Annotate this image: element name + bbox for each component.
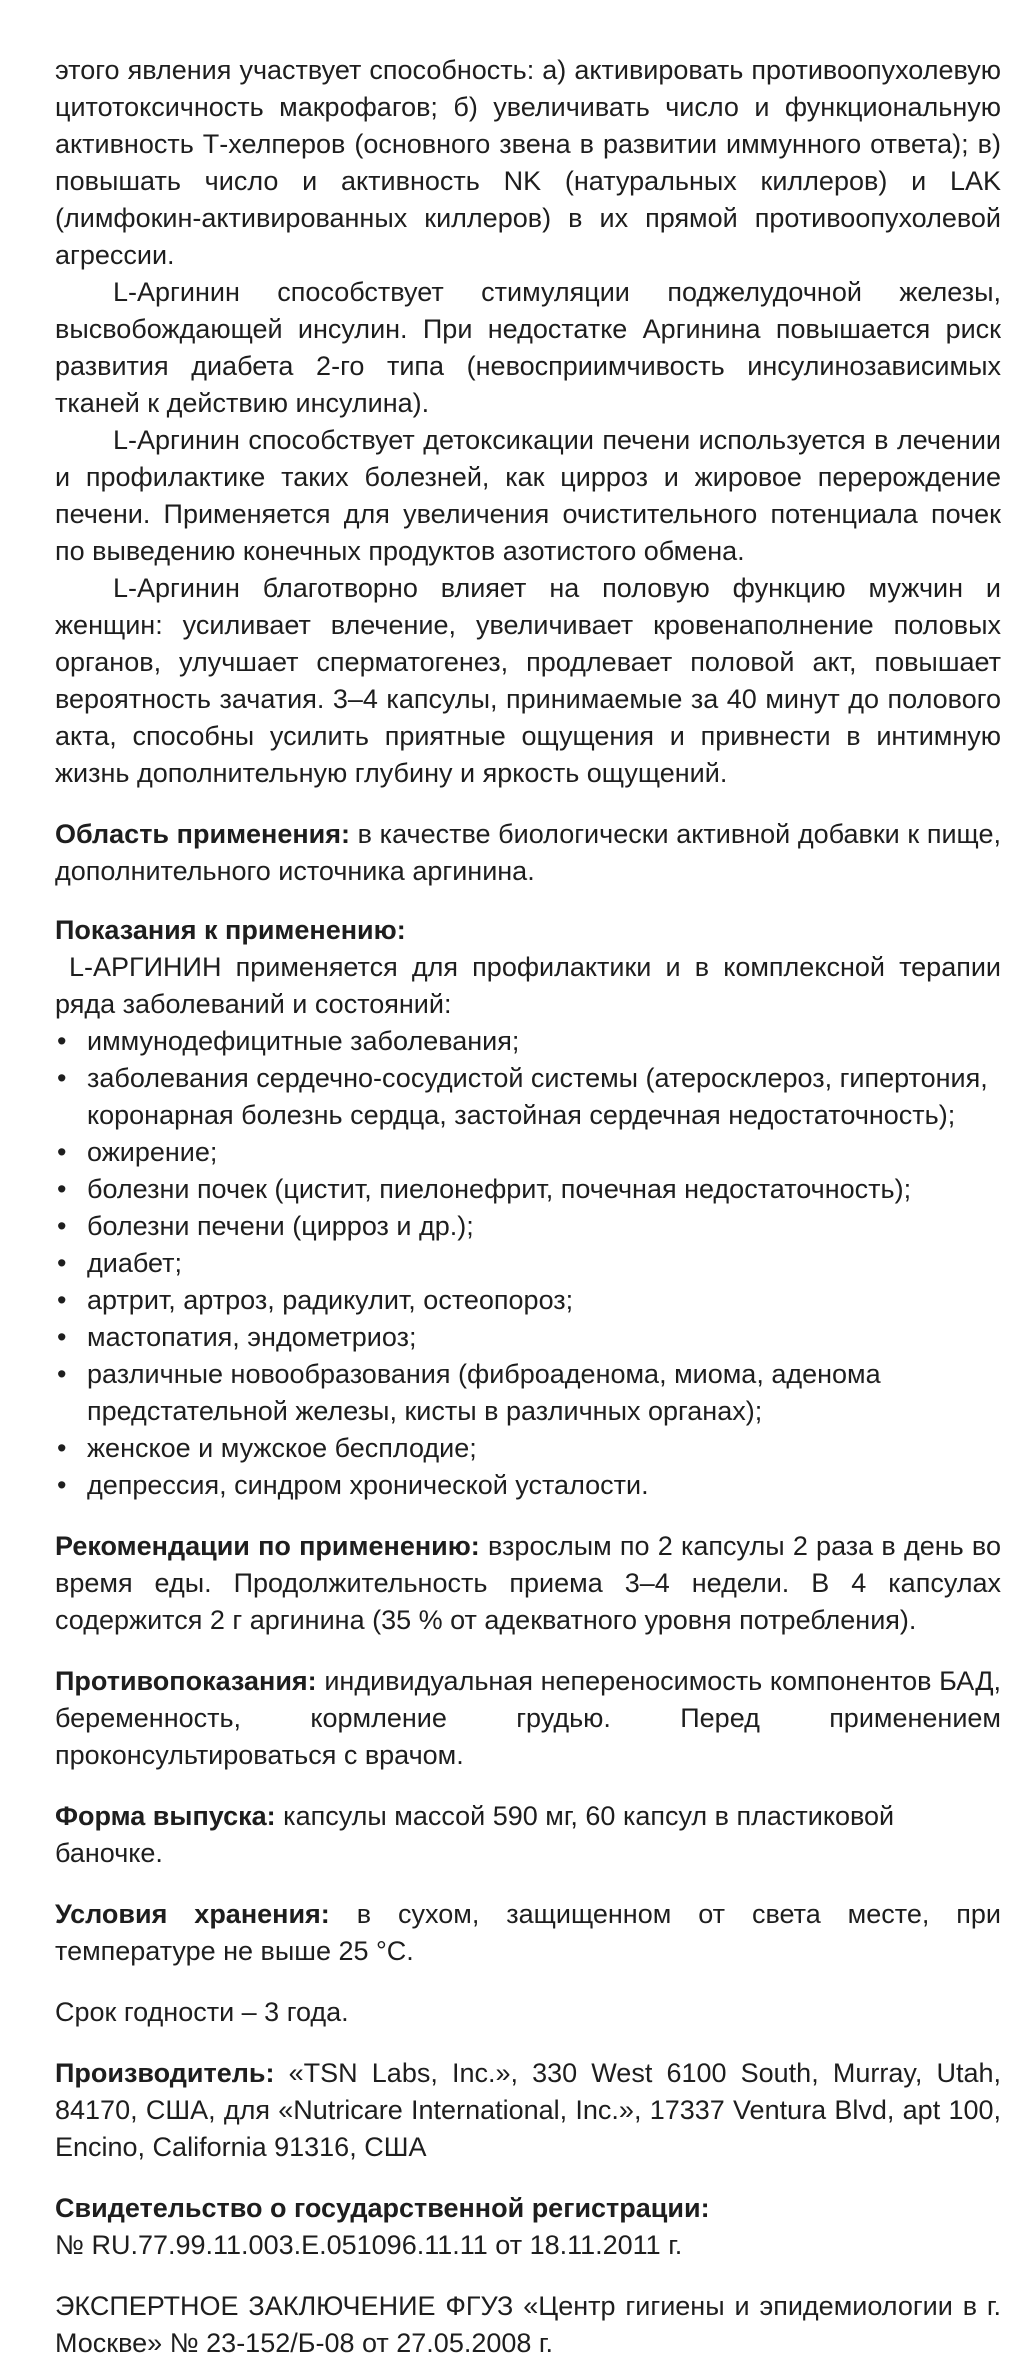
bullet-icon: •: [57, 1248, 67, 1278]
registration-number: № RU.77.99.11.003.Е.051096.11.11 от 18.11.2011 г.: [55, 2230, 683, 2260]
bullet-icon: •: [57, 1063, 67, 1093]
form-section: [55, 1798, 1001, 1872]
list-item: • артрит, артроз, радикулит, остеопороз;: [55, 1282, 1001, 1319]
scope-section: [55, 816, 1001, 890]
storage-text: в сухом, защищенном от света месте, при температуре не выше 25 °С.: [55, 1899, 1001, 1966]
contraindications-label: Противопоказания:: [55, 1666, 317, 1696]
indications-intro: L-АРГИНИН применяется для профилактики и в комплексной терапии ряда заболеваний и состояний:: [55, 952, 1001, 1019]
list-item: • депрессия, синдром хронической усталости.: [55, 1467, 1001, 1504]
bullet-icon: •: [57, 1174, 67, 1204]
intro-paragraph-4: L-Аргинин благотворно влияет на половую функцию мужчин и женщин: усиливает влечение, увеличивает кровенаполнение половых органов, улучшает сперматогенез, продлевает половой акт, повышает вероятность зачатия. 3–4 капсулы, принимаемые за 40 минут до полового акта, способны усилить приятные ощущения и привнести в интимную жизнь дополнительную глубину и яркость ощущений.: [55, 573, 1001, 788]
bullet-icon: •: [57, 1322, 67, 1352]
list-item: • мастопатия, эндометриоз;: [55, 1319, 1001, 1356]
scope-text: в качестве биологически активной добавки к пище, дополнительного источника аргинина.: [55, 819, 1001, 886]
bullet-icon: •: [57, 1359, 67, 1389]
list-item: • болезни печени (цирроз и др.);: [55, 1208, 1001, 1245]
scope-label: Область применения:: [55, 819, 351, 849]
recommendations-label: Рекомендации по применению:: [55, 1531, 480, 1561]
indications-list: [55, 1023, 1001, 1504]
intro-paragraph-2: L-Аргинин способствует стимуляции поджелудочной железы, высвобождающей инсулин. При недостатке Аргинина повышается риск развития диабета 2-го типа (невосприимчивость инсулинозависимых тканей к действию инсулина).: [55, 277, 1001, 418]
list-item: • заболевания сердечно-сосудистой системы (атеросклероз, гипертония, коронарная болезнь сердца, застойная сердечная недостаточность);: [55, 1060, 1001, 1134]
list-item: • ожирение;: [55, 1134, 1001, 1171]
contraindications-text: индивидуальная непереносимость компонентов БАД, беременность, кормление грудью. Перед применением проконсультироваться с врачом.: [55, 1666, 1001, 1770]
registration-label: Свидетельство о государственной регистрации:: [55, 2193, 710, 2223]
form-text: капсулы массой 590 мг, 60 капсул в пластиковой баночке.: [55, 1801, 895, 1868]
registration-section: [55, 2190, 1001, 2264]
manufacturer-text: «TSN Labs, Inc.», 330 West 6100 South, Murray, Utah, 84170, США, для «Nutricare International, Inc.», 17337 Ventura Blvd, apt 100, Encino, California 91316, США: [55, 2058, 1001, 2162]
leaflet-page: [55, 52, 1001, 2362]
intro-paragraph-1: этого явления участвует способность: а) активировать противоопухолевую цитотоксичность макрофагов; б) увеличивать число и функциональную активность Т-хелперов (основного звена в развитии иммунного ответа); в) повышать число и активность NK (натуральных киллеров) и LAK (лимфокин-активированных киллеров) в их прямой противоопухолевой агрессии.: [55, 55, 1001, 270]
manufacturer-section: [55, 2055, 1001, 2166]
manufacturer-label: Производитель:: [55, 2058, 275, 2088]
shelf-life: Срок годности – 3 года.: [55, 1997, 349, 2027]
list-item: • женское и мужское бесплодие;: [55, 1430, 1001, 1467]
bullet-icon: •: [57, 1026, 67, 1056]
storage-label: Условия хранения:: [55, 1899, 330, 1929]
expert-conclusion: ЭКСПЕРТНОЕ ЗАКЛЮЧЕНИЕ ФГУЗ «Центр гигиены и эпидемиологии в г. Москве» № 23-152/Б-08 от 27.05.2008 г.: [55, 2291, 1001, 2358]
recommendations-text: взрослым по 2 капсулы 2 раза в день во время еды. Продолжительность приема 3–4 недели. В 4 капсулах содержится 2 г аргинина (35 % от адекватного уровня потребления).: [55, 1531, 1001, 1635]
recommendations-section: [55, 1528, 1001, 1639]
indications-heading: Показания к применению:: [55, 915, 406, 945]
list-item: • диабет;: [55, 1245, 1001, 1282]
contraindications-section: [55, 1663, 1001, 1774]
bullet-icon: •: [57, 1433, 67, 1463]
storage-section: [55, 1896, 1001, 1970]
bullet-icon: •: [57, 1470, 67, 1500]
intro-paragraph-3: L-Аргинин способствует детоксикации печени используется в лечении и профилактике таких болезней, как цирроз и жировое перерождение печени. Применяется для увеличения очистительного потенциала почек по выведению конечных продуктов азотистого обмена.: [55, 425, 1001, 566]
bullet-icon: •: [57, 1137, 67, 1167]
list-item: • различные новообразования (фиброаденома, миома, аденома предстательной железы, кисты в различных органах);: [55, 1356, 1001, 1430]
list-item: • иммунодефицитные заболевания;: [55, 1023, 1001, 1060]
bullet-icon: •: [57, 1285, 67, 1315]
bullet-icon: •: [57, 1211, 67, 1241]
list-item: • болезни почек (цистит, пиелонефрит, почечная недостаточность);: [55, 1171, 1001, 1208]
indications-section: [55, 912, 1001, 1504]
form-label: Форма выпуска:: [55, 1801, 276, 1831]
